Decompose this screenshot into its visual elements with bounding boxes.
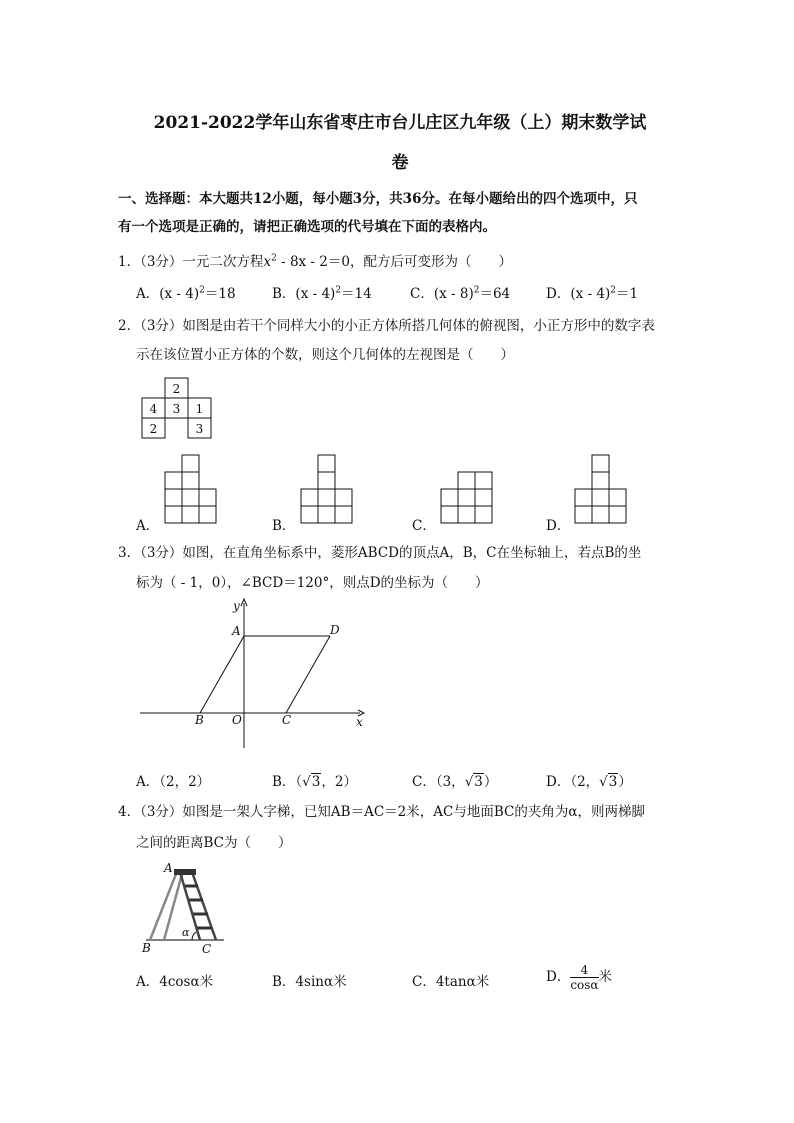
q2-option-c-figure[interactable] [439, 470, 497, 526]
label-c: C [202, 942, 212, 955]
label-b: B [195, 713, 204, 727]
q3-stem-line1: 3．（3分）如图，在直角坐标系中，菱形ABCD的顶点A，B，C在坐标轴上，若点B的坐 [118, 545, 642, 561]
q4-option-c[interactable]: C．4tanα米 [412, 974, 490, 990]
q2-option-a-figure[interactable] [163, 452, 221, 526]
angle-arc [192, 932, 196, 940]
q3-option-b[interactable]: B．（√3，2） [272, 774, 357, 790]
q2-option-a-label[interactable]: A． [136, 518, 160, 534]
sqrt-sign: √ [464, 774, 474, 790]
q2-top-view-grid [140, 373, 220, 443]
q2-stem-line2: 示在该位置小正方体的个数，则这个几何体的左视图是（ ） [136, 347, 514, 363]
ladder-top [174, 869, 196, 875]
label-b: B [142, 941, 151, 955]
q3-option-d[interactable]: D．（2，√3） [546, 774, 632, 790]
q3-option-a[interactable]: A．（2，2） [136, 774, 211, 790]
q1-option-a[interactable]: A．(x - 4)$^2$＝18 [136, 285, 236, 302]
q3-stem-line2: 标为（ - 1，0），∠BCD＝120°，则点D的坐标为（ ） [136, 575, 489, 591]
q1-stem: 1．（3分）一元二次方程$x^2 - 8x - 2=0$，配方后可变形为（ ） [118, 253, 512, 270]
sqrt-sign: √ [599, 774, 608, 790]
q2-option-c-label[interactable]: C． [412, 518, 436, 534]
q2-option-d-label[interactable]: D． [546, 518, 571, 534]
label-alpha: α [182, 926, 190, 939]
exam-title-line1: 2021-2022学年山东省枣庄市台儿庄区九年级（上）期末数学试 [153, 113, 647, 133]
side-dc [286, 636, 330, 713]
exam-title-line2: 卷 [391, 153, 409, 173]
section-1-line2: 有一个选项是正确的，请把正确选项的代号填在下面的表格内。 [118, 219, 496, 235]
section-1-line1: 一、选择题：本大题共12小题，每小题3分，共36分。在每小题给出的四个选项中，只 [118, 191, 638, 207]
label-a: A [164, 861, 173, 875]
label-x: x [356, 715, 363, 729]
q2-option-b-label[interactable]: B． [272, 518, 296, 534]
label-o: O [232, 713, 242, 727]
grid-number: 3 [172, 402, 181, 416]
grid-number: 1 [195, 402, 204, 416]
label-d: D [330, 623, 340, 637]
q4-option-b[interactable]: B．4sinα米 [272, 974, 347, 990]
grid-number: 2 [149, 422, 158, 436]
q1-option-d[interactable]: D．(x - 4)$^2$＝1 [546, 285, 639, 302]
sqrt-sign: √ [302, 774, 311, 790]
grid-number: 2 [172, 382, 181, 396]
q2-option-d-figure[interactable] [573, 452, 631, 526]
label-a: A [232, 624, 241, 638]
side-ab [200, 636, 244, 713]
q3-option-c[interactable]: C．（3，√3） [412, 774, 498, 790]
fraction: $\frac{4}{\cos\alpha}$ [570, 963, 599, 992]
grid-number: 3 [195, 422, 204, 436]
section-1-instructions [118, 185, 683, 241]
label-y: y [233, 599, 240, 613]
q1-option-c[interactable]: C．(x - 8)$^2$＝64 [410, 285, 511, 302]
q4-ladder-diagram [138, 860, 230, 955]
q4-stem-line1: 4．（3分）如图是一架人字梯，已知AB＝AC＝2米，AC与地面BC的夹角为α，则两梯脚 [118, 804, 645, 820]
q2-stem-line1: 2．（3分）如图是由若干个同样大小的小正方体所搭几何体的俯视图，小正方形中的数字表 [118, 318, 655, 334]
q4-option-d[interactable]: D． $\frac{4}{\cos\alpha}$ 米 [546, 963, 613, 992]
q4-stem-line2: 之间的距离BC为（ ） [136, 835, 292, 851]
label-c: C [282, 713, 292, 727]
q2-option-b-figure[interactable] [299, 452, 357, 526]
q3-rhombus-diagram [140, 598, 380, 753]
q1-option-b[interactable]: B．(x - 4)$^2$＝14 [272, 285, 372, 302]
grid-number: 4 [149, 402, 158, 416]
q4-option-a[interactable]: A．4cosα米 [136, 974, 214, 990]
